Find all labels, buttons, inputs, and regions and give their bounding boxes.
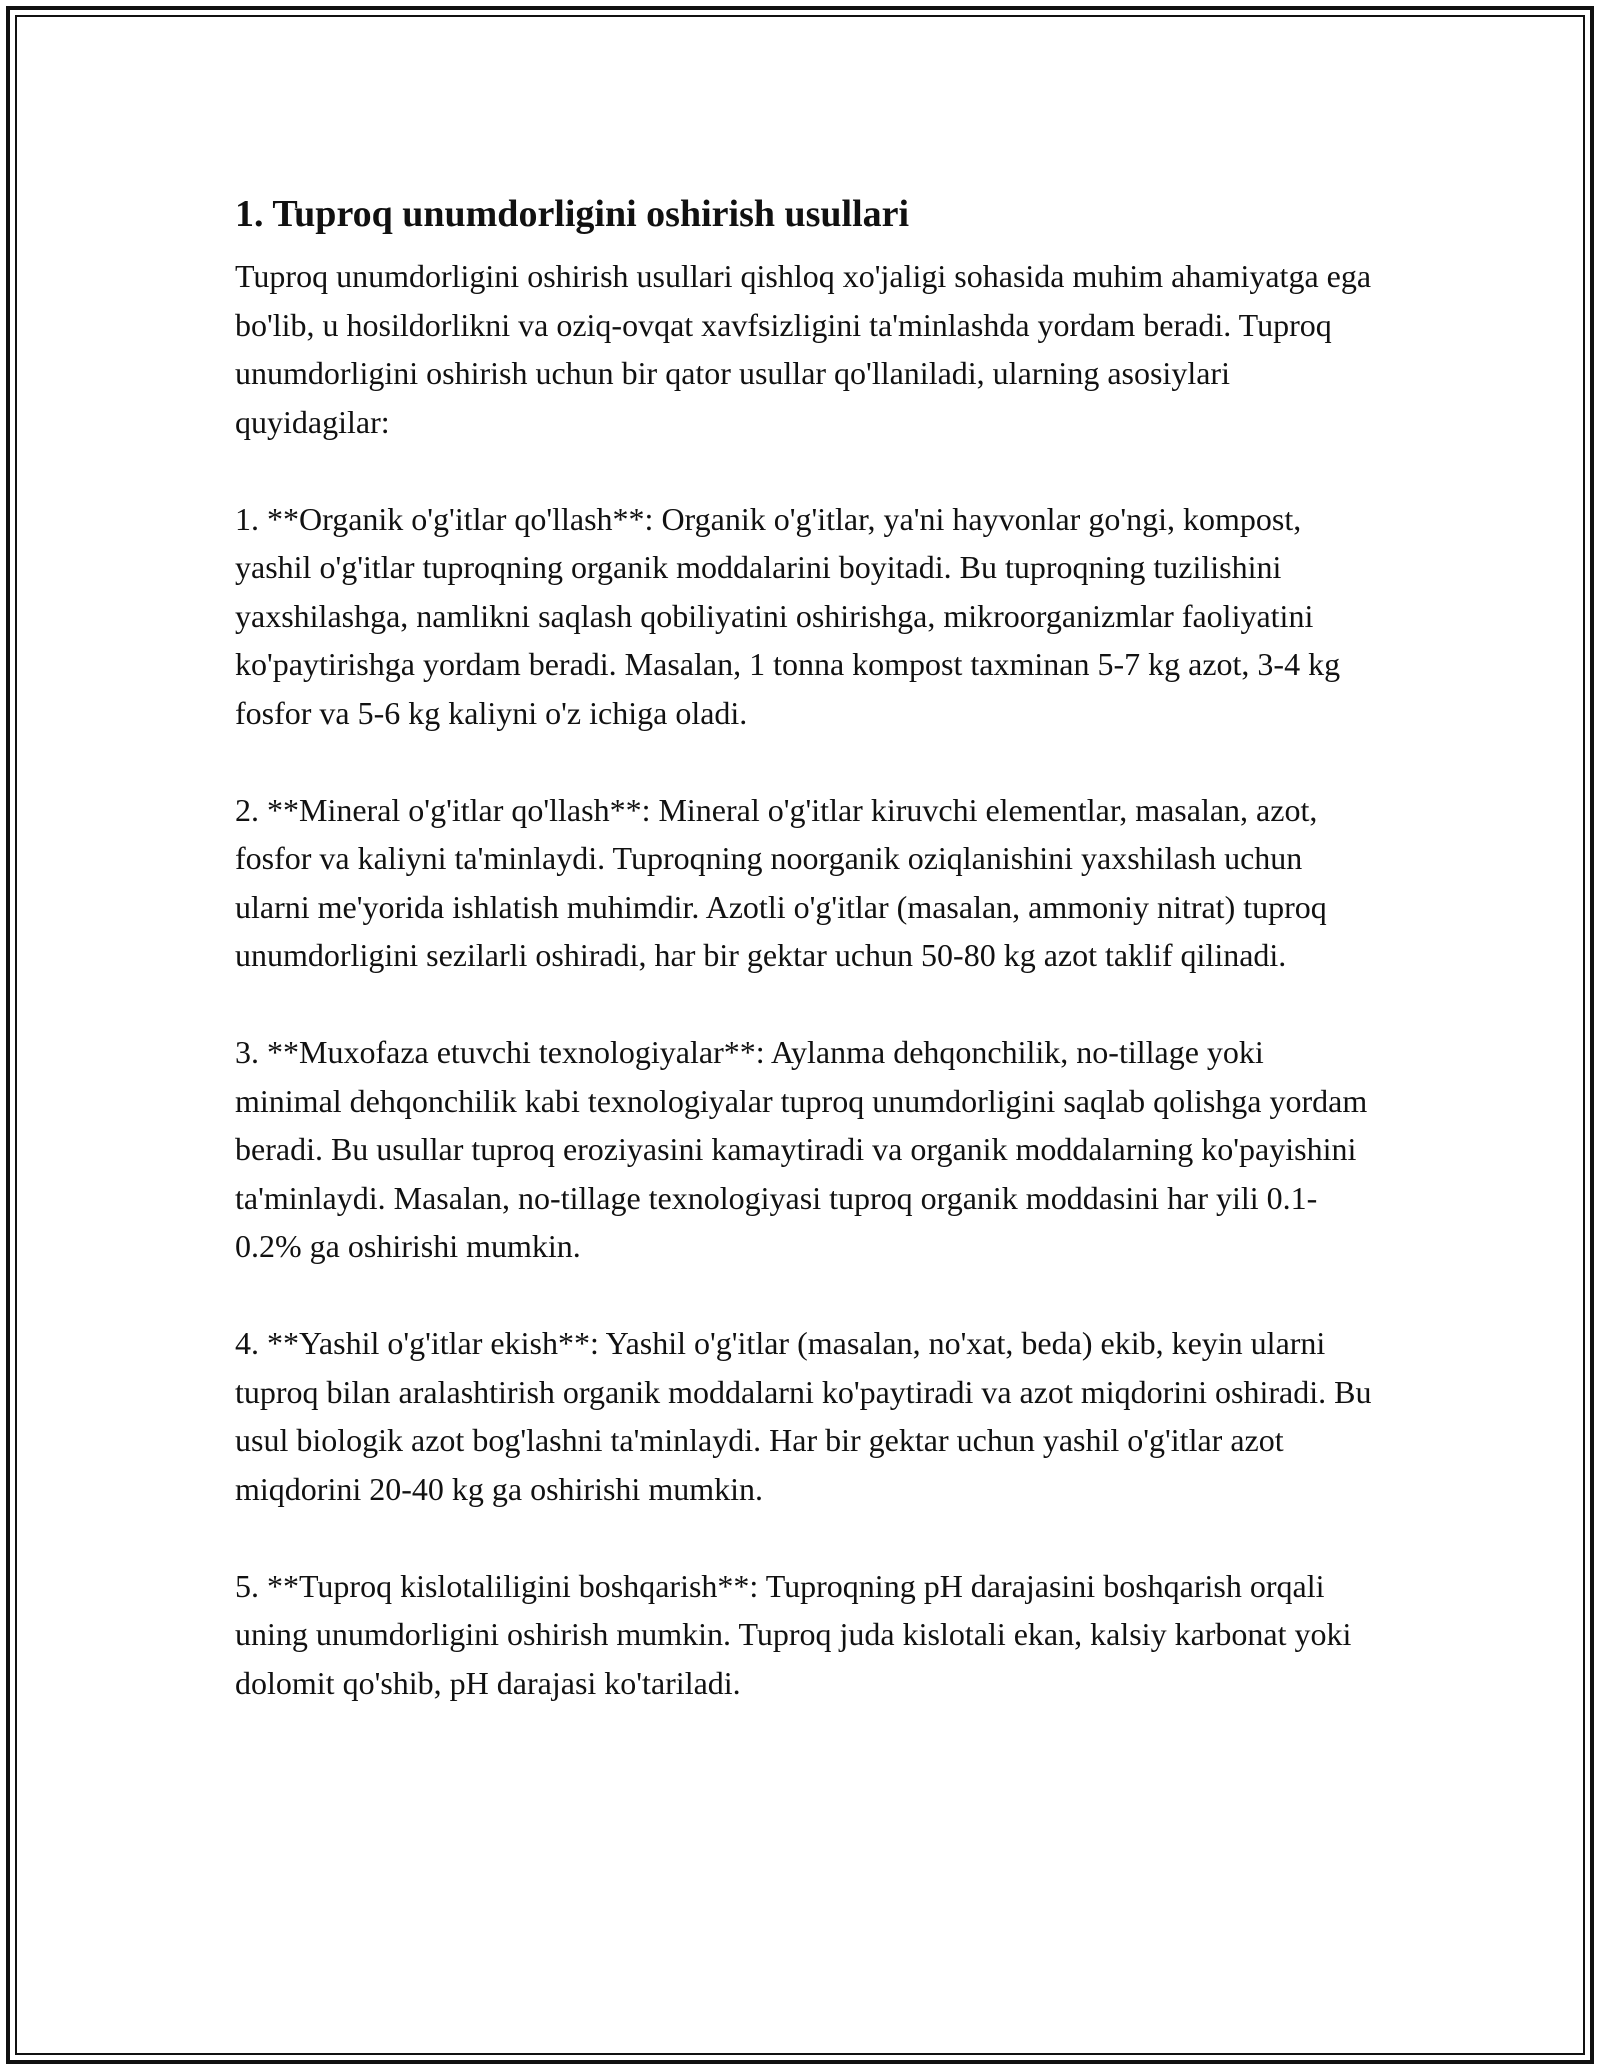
intro-paragraph: Tuproq unumdorligini oshirish usullari qishloq xo'jaligi sohasida muhim ahamiyatga ega bo'lib, u hosildorlikni va oziq-ovqat xavfsizligini ta'minlashda yordam beradi. Tuproq unumdorligini oshirish uchun bir qator usullar qo'llaniladi, ularning asosiylari quyidagilar: <box>235 258 1372 440</box>
list-item-mineral-fertilizers: 2. **Mineral o'g'itlar qo'llash**: Mineral o'g'itlar kiruvchi elementlar, masalan, azot, fosfor va kaliyni ta'minlaydi. Tuproqning noorganik oziqlanishini yaxshilash uchun ularni me'yorida ishlatish muhimdir. Azotli o'g'itlar (masalan, ammoniy nitrat) tuproq unumdorligini sezilarli oshiradi, har bir gektar uchun 50-80 kg azot taklif qilinadi. <box>235 791 1327 973</box>
list-item-organic-fertilizers: 1. **Organik o'g'itlar qo'llash**: Organik o'g'itlar, ya'ni hayvonlar go'ngi, kompost, yashil o'g'itlar tuproqning organik moddalarini boyitadi. Bu tuproqning tuzilishini yaxshilashga, namlikni saqlash qobiliyatini oshirishga, mikroorganizmlar faoliyatini ko'paytirishga yordam beradi. Masalan, 1 tonna kompost taxminan 5-7 kg azot, 3-4 kg fosfor va 5-6 kg kaliyni o'z ichiga oladi. <box>235 500 1341 731</box>
list-item-conservation-technologies: 3. **Muxofaza etuvchi texnologiyalar**: Aylanma dehqonchilik, no-tillage yoki minimal dehqonchilik kabi texnologiyalar tuproq unumdorligini saqlab qolishga yordam beradi. Bu usullar tuproq eroziyasini kamaytiradi va organik moddalarning ko'payishini ta'minlaydi. Masalan, no-tillage texnologiyasi tuproq organik moddasini har yili 0.1-0.2% ga oshirishi mumkin. <box>235 1034 1368 1264</box>
list-item-soil-acidity: 5. **Tuproq kislotaliligini boshqarish**: Tuproqning pH darajasini boshqarish orqali uning unumdorligini oshirish mumkin. Tuproq juda kislotali ekan, kalsiy karbonat yoki dolomit qo'shib, pH darajasi ko'tariladi. <box>235 1567 1352 1701</box>
section-heading: 1. Tuproq unumdorligini oshirish usullari <box>235 193 910 235</box>
list-item-green-manure: 4. **Yashil o'g'itlar ekish**: Yashil o'g'itlar (masalan, no'xat, beda) ekib, keyin ularni tuproq bilan aralashtirish organik moddalarni ko'paytiradi va azot miqdorini oshiradi. Bu usul biologik azot bog'lashni ta'minlaydi. Har bir gektar uchun yashil o'g'itlar azot miqdorini 20-40 kg ga oshirishi mumkin. <box>235 1325 1372 1507</box>
document-body <box>235 188 1375 1756</box>
